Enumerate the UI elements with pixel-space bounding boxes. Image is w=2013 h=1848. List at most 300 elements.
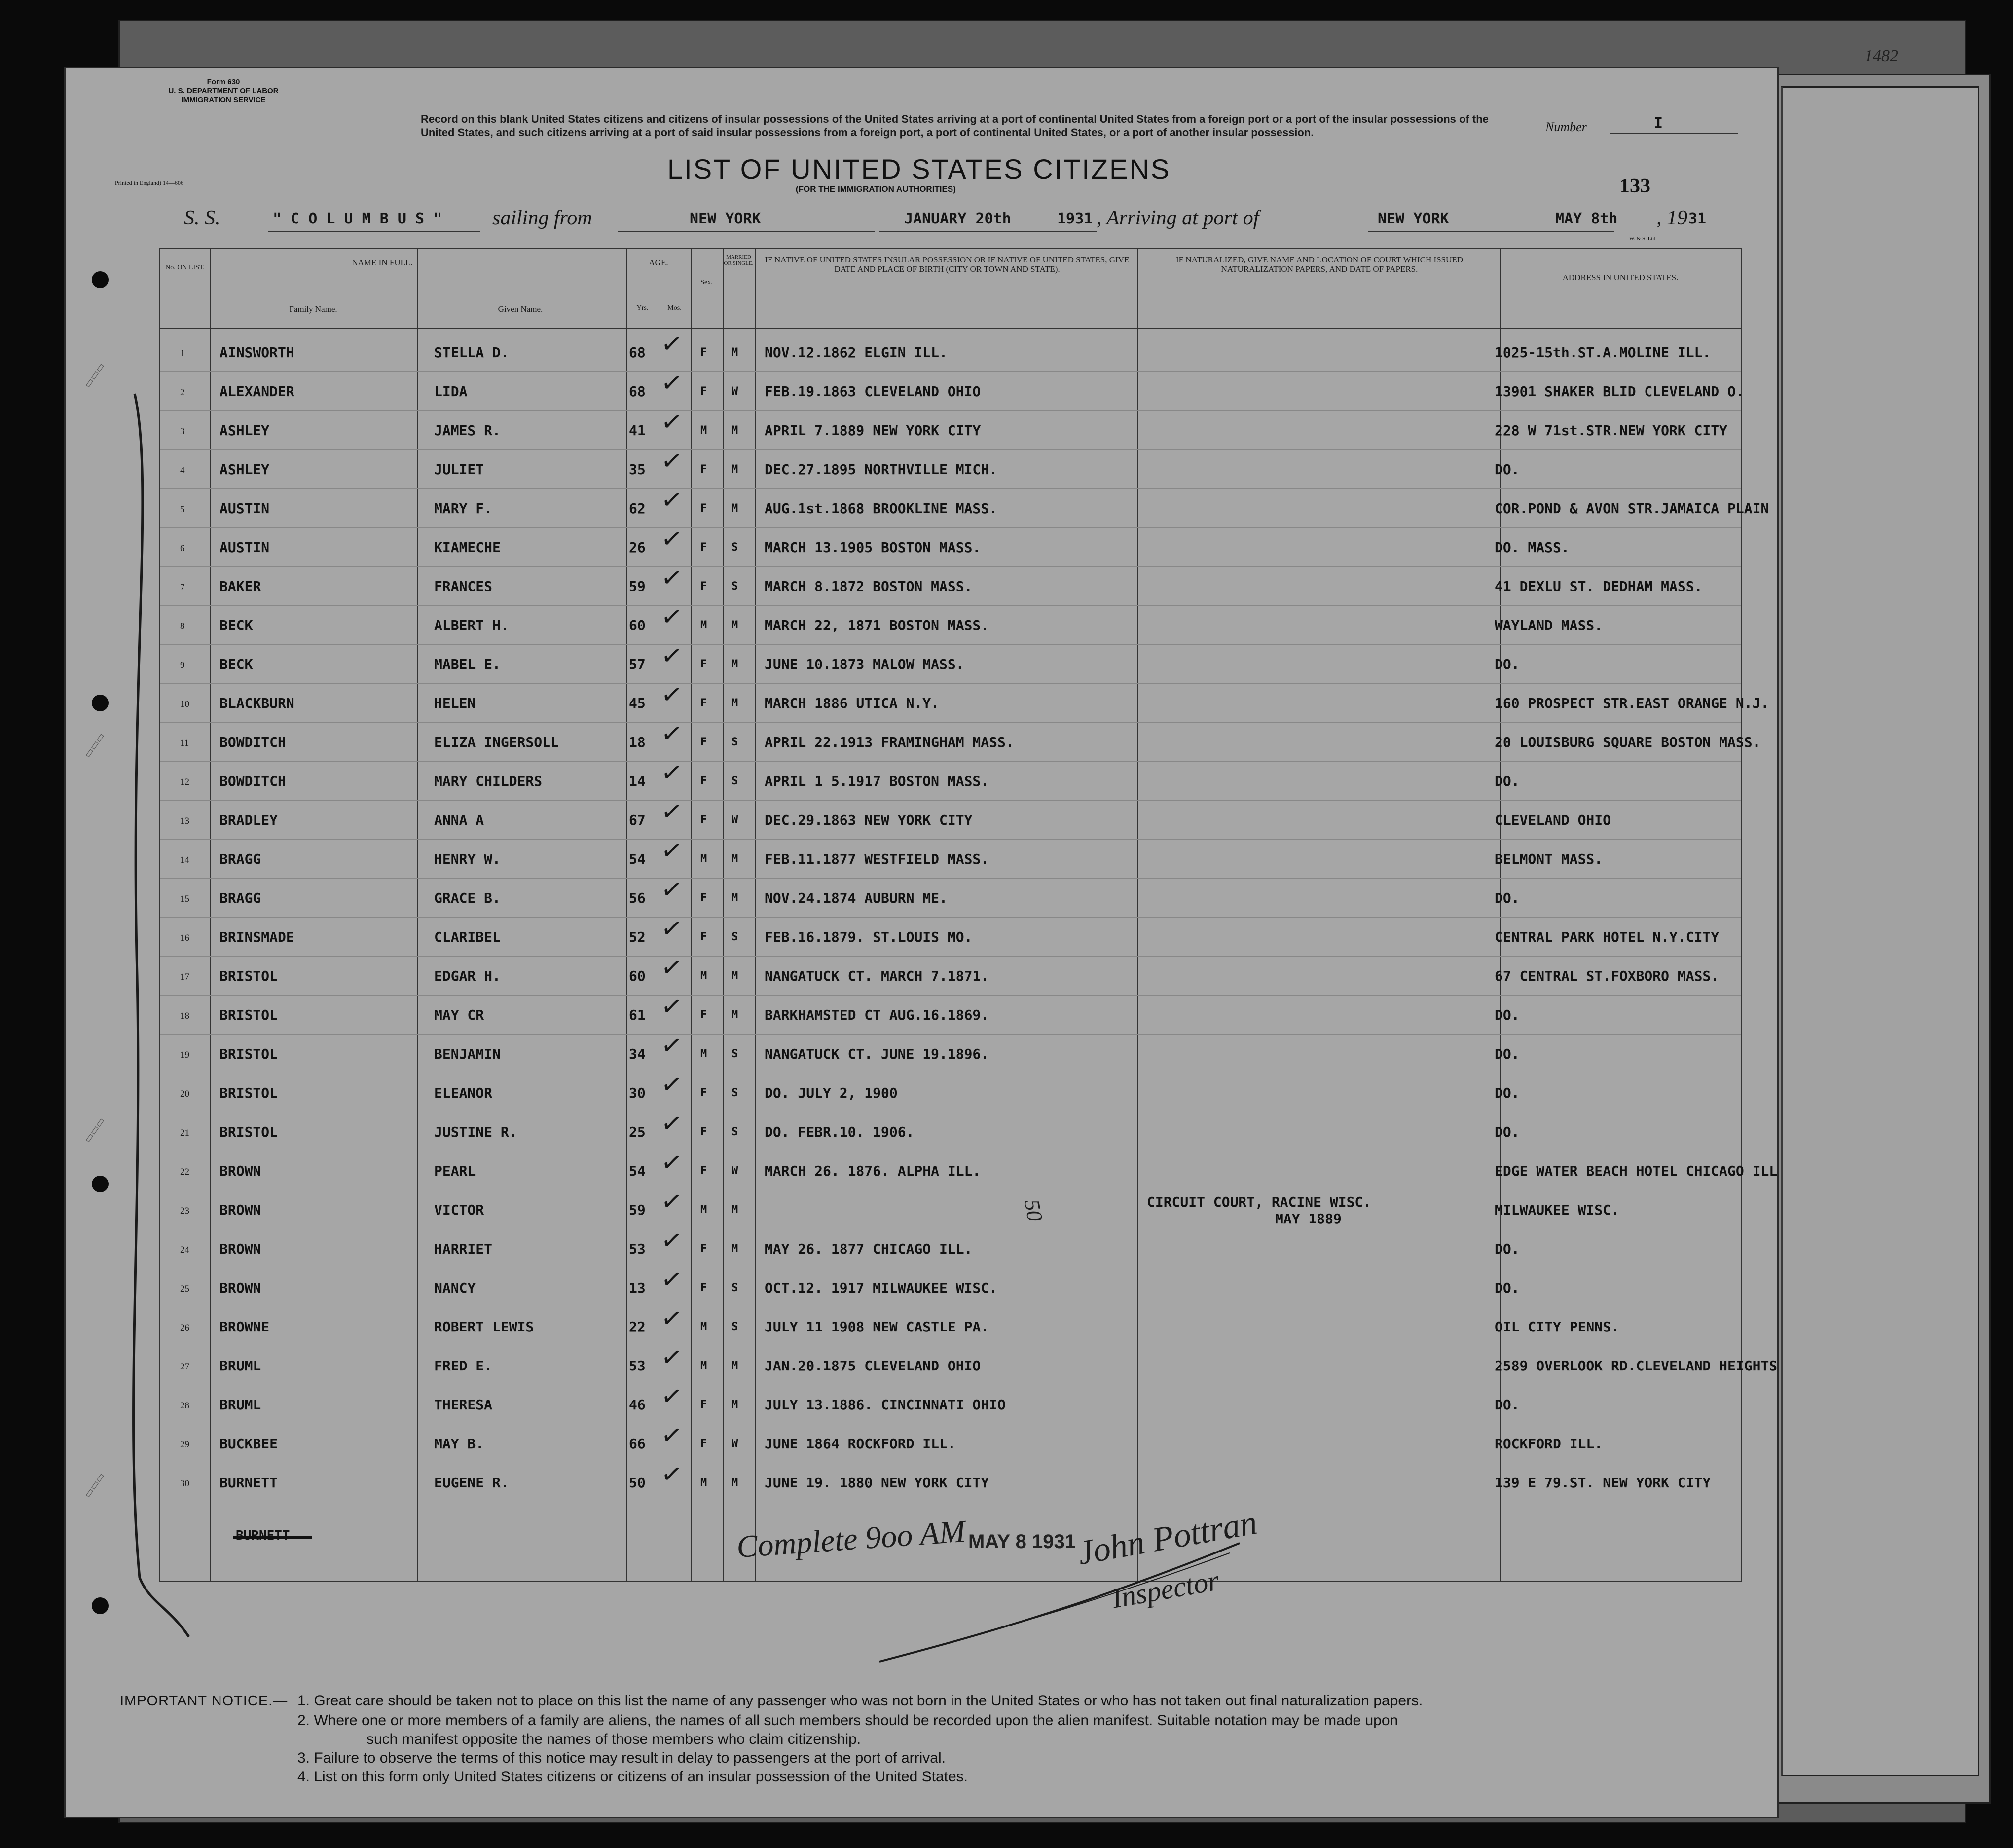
birth-date-place: APRIL 1 5.1917 BOSTON MASS. [765,773,989,789]
age-years: 68 [629,344,646,361]
given-name: JUSTINE R. [434,1124,517,1140]
address: 67 CENTRAL ST.FOXBORO MASS. [1495,968,1720,984]
strike-line [233,1536,312,1539]
row-number: 26 [180,1323,189,1333]
age-years: 54 [629,851,646,867]
marital-status: S [732,541,738,554]
family-name: BROWN [220,1163,261,1179]
check-mark: ✓ [659,1030,685,1062]
col-divider [1500,249,1501,1581]
check-mark: ✓ [659,991,685,1023]
address: 1025-15th.ST.A.MOLINE ILL. [1495,344,1711,361]
row-rule [160,917,1741,918]
corner-mark: 1482 [1865,47,1898,65]
page-number: 133 [1619,175,1650,197]
number-value: I [1654,115,1663,132]
family-name: BROWN [220,1202,261,1218]
family-name: BROWN [220,1280,261,1296]
family-name: BRISTOL [220,1124,278,1140]
family-name: BRISTOL [220,1085,278,1101]
age-years: 53 [629,1241,646,1257]
given-name: MARY CHILDERS [434,773,543,789]
birth-date-place: MARCH 22, 1871 BOSTON MASS. [765,617,989,633]
address: DO. [1495,1124,1520,1140]
pencil-mark: 50 [1020,1197,1047,1223]
given-name: FRANCES [434,578,493,594]
marital-status: S [732,736,738,748]
row-number: 25 [180,1284,189,1294]
given-name: JULIET [434,461,484,478]
notice-item-1: 1. Great care should be taken not to place on this list the name of any passenger who was not born in the United States or who has not taken out final naturalization papers. [297,1693,1423,1709]
age-years: 25 [629,1124,646,1140]
age-years: 46 [629,1397,646,1413]
struck-name: BURNETT [236,1528,290,1543]
row-number: 3 [180,426,185,437]
check-mark: ✓ [659,1419,685,1452]
birth-date-place: MARCH 26. 1876. ALPHA ILL. [765,1163,981,1179]
header-birth: IF NATIVE OF UNITED STATES INSULAR POSSESSION OR IF NATIVE OF UNITED STATES, GIVE DATE AND PLACE OF BIRTH (CITY OR TOWN AND STATE). [765,255,1130,274]
birth-date-place: FEB.16.1879. ST.LOUIS MO. [765,929,973,945]
sex: F [700,736,707,748]
row-number: 18 [180,1011,189,1021]
marital-status: S [732,1126,738,1138]
header-bottom [160,328,1741,329]
row-number: 17 [180,972,189,982]
family-name: BRAGG [220,851,261,867]
row-rule [160,371,1741,372]
arriving-label: , Arriving at port of [1097,207,1259,229]
address: DO. [1495,1007,1520,1023]
header-no: No. ON LIST. [165,264,205,271]
sailing-year: 1931 [1057,210,1093,227]
given-name: HARRIET [434,1241,493,1257]
notice-item-4: 4. List on this form only United States citizens or citizens of an insular possession of the United States. [297,1769,968,1785]
header-family-name: Family Name. [289,304,337,314]
family-name: BRINSMADE [220,929,294,945]
marital-status: S [732,1321,738,1333]
marital-status: W [732,1165,738,1177]
page-title: LIST OF UNITED STATES CITIZENS [667,153,1171,185]
birth-date-place: MARCH 1886 UTICA N.Y. [765,695,940,711]
marital-status: M [732,463,738,476]
service-name: IMMIGRATION SERVICE [181,96,266,104]
ship-underline [268,231,480,232]
row-number: 8 [180,621,185,631]
address: CLEVELAND OHIO [1495,812,1611,828]
marital-status: M [732,346,738,359]
check-mark: ✓ [659,796,685,828]
check-mark: ✓ [659,562,685,594]
sex: M [700,853,707,865]
sailing-date: JANUARY 20th [904,210,1011,227]
arrival-port: NEW YORK [1378,210,1449,227]
given-name: PEARL [434,1163,476,1179]
row-number: 4 [180,465,185,476]
marital-status: M [732,1243,738,1255]
check-mark: ✓ [659,1458,685,1491]
marital-status: M [732,1360,738,1372]
row-number: 30 [180,1478,189,1489]
arrival-port-underline [1368,231,1614,232]
family-name: BRADLEY [220,812,278,828]
marital-status: S [732,1087,738,1099]
row-number: 7 [180,582,185,592]
sex: F [700,1438,707,1450]
arrival-date: MAY 8th [1555,210,1618,227]
row-number: 12 [180,777,189,787]
given-name: FRED E. [434,1358,493,1374]
birth-date-place: FEB.11.1877 WESTFIELD MASS. [765,851,989,867]
row-number: 1 [180,348,185,359]
margin-stamp: ▭▭▭ [82,731,108,760]
margin-stamp: ▭▭▭ [82,1115,108,1145]
family-name: BECK [220,617,253,633]
age-years: 52 [629,929,646,945]
manifest-table [159,248,1778,1582]
family-name: BOWDITCH [220,773,286,789]
check-mark: ✓ [659,601,685,633]
address: 13901 SHAKER BLID CLEVELAND O. [1495,383,1744,400]
number-underline [1610,133,1738,134]
sex: M [700,424,707,437]
check-mark: ✓ [659,1185,685,1218]
row-rule [160,644,1741,645]
given-name: MAY CR [434,1007,484,1023]
age-years: 18 [629,734,646,750]
birth-date-place: MARCH 8.1872 BOSTON MASS. [765,578,973,594]
sex: F [700,1399,707,1411]
row-rule [160,488,1741,489]
birth-date-place: DO. JULY 2, 1900 [765,1085,898,1101]
age-years: 14 [629,773,646,789]
given-name: CLARIBEL [434,929,501,945]
notice-item-2-cont: such manifest opposite the names of those members who claim citizenship. [366,1731,861,1747]
row-rule [160,1034,1741,1035]
age-years: 50 [629,1475,646,1491]
marital-status: S [732,775,738,787]
address: 20 LOUISBURG SQUARE BOSTON MASS. [1495,734,1761,750]
given-name: KIAMECHE [434,539,501,555]
header-yrs: Yrs. [636,304,649,312]
form-identifier [135,78,312,105]
check-mark: ✓ [659,1302,685,1335]
header-given-name: Given Name. [498,304,543,314]
sailing-from-port: NEW YORK [690,210,761,227]
address: 228 W 71st.STR.NEW YORK CITY [1495,422,1728,439]
given-name: THERESA [434,1397,493,1413]
check-mark: ✓ [659,1069,685,1101]
header-sex: Sex. [700,279,713,286]
given-name: MARY F. [434,500,493,517]
sex: M [700,1204,707,1216]
given-name: ELIZA INGERSOLL [434,734,559,750]
age-years: 60 [629,617,646,633]
address: COR.POND & AVON STR.JAMAICA PLAIN [1495,500,1769,517]
arrival-year: 31 [1688,210,1707,227]
row-number: 13 [180,816,189,826]
header-mos: Mos. [667,304,682,312]
punch-hole [92,1597,109,1614]
age-years: 30 [629,1085,646,1101]
background-sheet-edge [1781,86,1979,1776]
sex: F [700,931,707,943]
marital-status: W [732,814,738,826]
marital-status: W [732,1438,738,1450]
row-number: 9 [180,660,185,670]
header-married: MARRIED OR SINGLE. [724,254,754,266]
check-mark: ✓ [659,1341,685,1374]
birth-date-place: JAN.20.1875 CLEVELAND OHIO [765,1358,981,1374]
sex: F [700,541,707,554]
date-stamp: MAY 8 1931 [968,1531,1076,1552]
age-years: 22 [629,1319,646,1335]
birth-date-place: JULY 11 1908 NEW CASTLE PA. [765,1319,989,1335]
age-years: 57 [629,656,646,672]
family-name: BUCKBEE [220,1436,278,1452]
check-mark: ✓ [659,640,685,672]
notice-item-2: 2. Where one or more members of a family are aliens, the names of all such members should be recorded upon the alien manifest. Suitable notation may be made upon [297,1712,1398,1729]
family-name: BROWN [220,1241,261,1257]
row-number: 6 [180,543,185,554]
age-years: 53 [629,1358,646,1374]
col-divider [1137,249,1138,1581]
row-number: 19 [180,1050,189,1060]
row-rule [160,527,1741,528]
marital-status: M [732,853,738,865]
given-name: ROBERT LEWIS [434,1319,534,1335]
col-divider [691,249,692,1581]
birth-date-place: NOV.24.1874 AUBURN ME. [765,890,948,906]
completion-note: Complete 9oo AM [735,1513,967,1565]
col-divider [626,249,627,1581]
check-mark: ✓ [659,1108,685,1140]
address: DO. [1495,1397,1520,1413]
sex: M [700,1048,707,1060]
family-name: AUSTIN [220,500,270,517]
row-number: 28 [180,1401,189,1411]
marital-status: S [732,1048,738,1060]
given-name: STELLA D. [434,344,509,361]
sex: F [700,892,707,904]
arrival-year-prefix: , 19 [1656,207,1687,229]
row-number: 24 [180,1245,189,1255]
marital-status: M [732,892,738,904]
address: BELMONT MASS. [1495,851,1603,867]
sex: F [700,385,707,398]
given-name: ELEANOR [434,1085,493,1101]
family-name: BRUML [220,1397,261,1413]
row-rule [160,605,1741,606]
marital-status: M [732,970,738,982]
given-name: ALBERT H. [434,617,509,633]
inspector-title: Inspector [1109,1564,1222,1615]
col-divider [417,249,418,1581]
family-name: BOWDITCH [220,734,286,750]
row-number: 15 [180,894,189,904]
age-years: 67 [629,812,646,828]
address: DO. MASS. [1495,539,1570,555]
marital-status: M [732,1009,738,1021]
age-years: 26 [629,539,646,555]
birth-date-place: JUNE 1864 ROCKFORD ILL. [765,1436,956,1452]
given-name: MABEL E. [434,656,501,672]
col-divider [210,249,211,1581]
sex: F [700,658,707,670]
ship-line [184,206,1738,236]
marital-status: W [732,385,738,398]
age-years: 59 [629,578,646,594]
family-name: BLACKBURN [220,695,294,711]
printer-note: Printed in England) 14—606 [115,179,183,186]
given-name: LIDA [434,383,468,400]
family-name: BRUML [220,1358,261,1374]
age-years: 61 [629,1007,646,1023]
date-underline [879,231,1097,232]
check-mark: ✓ [659,1263,685,1296]
sex: F [700,1126,707,1138]
sex: F [700,1165,707,1177]
age-years: 35 [629,461,646,478]
check-mark: ✓ [659,406,685,439]
sex: M [700,1321,707,1333]
birth-date-place: MAY 26. 1877 CHICAGO ILL. [765,1241,973,1257]
ship-name: " C O L U M B U S " [273,210,442,227]
sex: M [700,1477,707,1489]
row-rule [160,410,1741,411]
sex: F [700,1087,707,1099]
age-years: 45 [629,695,646,711]
marital-status: S [732,580,738,592]
sex: M [700,1360,707,1372]
address: DO. [1495,1280,1520,1296]
sex: F [700,1282,707,1294]
header-naturalized: IF NATURALIZED, GIVE NAME AND LOCATION OF COURT WHICH ISSUED NATURALIZATION PAPERS, AND DATE OF PAPERS. [1175,255,1463,274]
family-name: ASHLEY [220,461,270,478]
birth-date-place: BARKHAMSTED CT AUG.16.1869. [765,1007,989,1023]
sex: F [700,1243,707,1255]
col-divider [723,249,724,1581]
family-name: BRISTOL [220,1046,278,1062]
department-name: U. S. DEPARTMENT OF LABOR [168,87,279,95]
row-number: 2 [180,387,185,398]
birth-date-place: MARCH 13.1905 BOSTON MASS. [765,539,981,555]
row-number: 29 [180,1440,189,1450]
row-number: 14 [180,855,189,865]
check-mark: ✓ [659,1224,685,1257]
check-mark: ✓ [659,679,685,711]
naturalization-court: CIRCUIT COURT, RACINE WISC. [1147,1194,1372,1210]
record-instructions: Record on this blank United States citizens and citizens of insular possessions of the United States arriving at a port of continental United States from a foreign port or a port of the insular possessions of the United States, and such citizens arriving at a port of said insular possessions from a foreign port, a port of continental United States, or a port of another insular possession. [421,113,1489,139]
age-years: 41 [629,422,646,439]
birth-date-place: APRIL 7.1889 NEW YORK CITY [765,422,981,439]
sex: M [700,619,707,631]
birth-date-place: JUNE 10.1873 MALOW MASS. [765,656,964,672]
marital-status: S [732,931,738,943]
age-years: 13 [629,1280,646,1296]
notice-item-3: 3. Failure to observe the terms of this notice may result in delay to passengers at the port of arrival. [297,1750,946,1766]
family-name: AINSWORTH [220,344,294,361]
form-number: Form 630 [207,78,240,86]
age-years: 62 [629,500,646,517]
row-number: 10 [180,699,189,709]
sex: F [700,775,707,787]
age-years: 66 [629,1436,646,1452]
row-rule [160,566,1741,567]
address: 160 PROSPECT STR.EAST ORANGE N.J. [1495,695,1769,711]
birth-date-place: FEB.19.1863 CLEVELAND OHIO [765,383,981,400]
family-name: BECK [220,656,253,672]
check-mark: ✓ [659,328,685,361]
margin-stamp: ▭▭▭ [82,361,108,390]
address: DO. [1495,1046,1520,1062]
given-name: VICTOR [434,1202,484,1218]
row-number: 20 [180,1089,189,1099]
family-name: ASHLEY [220,422,270,439]
check-mark: ✓ [659,913,685,945]
sex: F [700,502,707,515]
sex: F [700,1009,707,1021]
row-rule [160,878,1741,879]
row-rule [160,761,1741,762]
row-number: 5 [180,504,185,515]
family-name: AUSTIN [220,539,270,555]
address: OIL CITY PENNS. [1495,1319,1619,1335]
address: DO. [1495,461,1520,478]
marital-status: M [732,619,738,631]
row-number: 27 [180,1362,189,1372]
address: CENTRAL PARK HOTEL N.Y.CITY [1495,929,1720,945]
address: 139 E 79.ST. NEW YORK CITY [1495,1475,1711,1491]
header-name-in-full: NAME IN FULL. [352,258,413,267]
family-name: BRISTOL [220,1007,278,1023]
given-name: BENJAMIN [434,1046,501,1062]
birth-date-place: DO. FEBR.10. 1906. [765,1124,915,1140]
check-mark: ✓ [659,1146,685,1179]
header-address: ADDRESS IN UNITED STATES. [1562,273,1679,282]
punch-hole [92,1176,109,1192]
check-mark: ✓ [659,484,685,517]
sex: M [700,970,707,982]
given-name: HELEN [434,695,476,711]
given-name: JAMES R. [434,422,501,439]
address: DO. [1495,1241,1520,1257]
inspector-signature: John Pottran [1075,1503,1260,1573]
sex: F [700,346,707,359]
address: DO. [1495,773,1520,789]
birth-date-place: APRIL 22.1913 FRAMINGHAM MASS. [765,734,1014,750]
row-rule [160,683,1741,684]
row-rule [160,722,1741,723]
age-years: 59 [629,1202,646,1218]
check-mark: ✓ [659,1380,685,1413]
age-years: 56 [629,890,646,906]
col-divider [755,249,756,1581]
row-number: 23 [180,1206,189,1216]
punch-hole [92,695,109,711]
sex: F [700,697,707,709]
family-name: BRAGG [220,890,261,906]
check-mark: ✓ [659,445,685,478]
family-name: BROWNE [220,1319,270,1335]
birth-date-place: DEC.29.1863 NEW YORK CITY [765,812,973,828]
check-mark: ✓ [659,367,685,400]
given-name: ANNA A [434,812,484,828]
given-name: EUGENE R. [434,1475,509,1491]
row-rule [160,449,1741,450]
marital-status: M [732,1477,738,1489]
marital-status: M [732,697,738,709]
marital-status: M [732,1399,738,1411]
